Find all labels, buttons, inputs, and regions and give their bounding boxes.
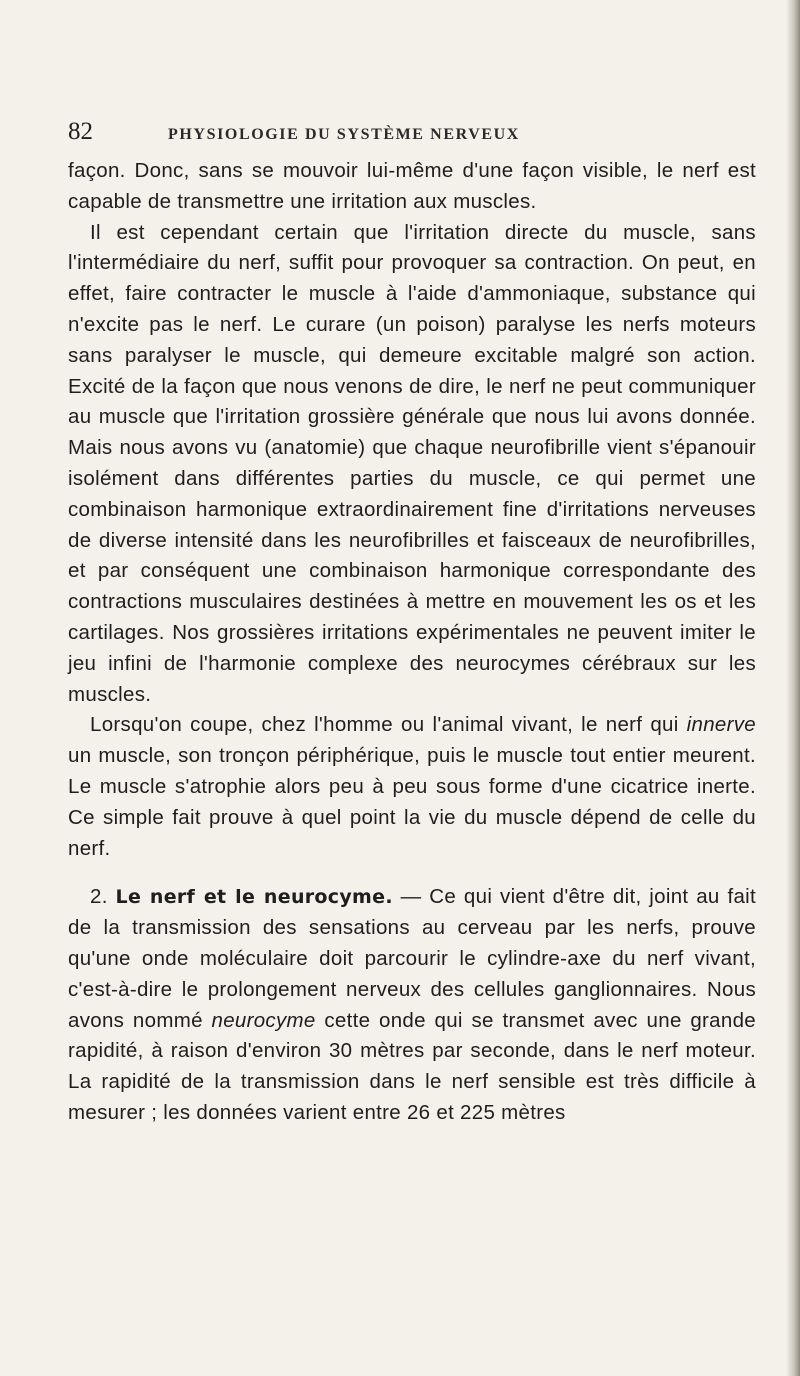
book-page: [68, 118, 756, 1129]
page-header: [68, 118, 756, 150]
section-text-end: cette onde qui se transmet avec une grande rapidité, à raison d'environ 30 mètres par seconde, dans le nerf moteur. La rapidité de la transmission dans le nerf sensible est très difficile à mesurer ; les données varient entre 26 et 225 mètres: [68, 1008, 756, 1124]
page-edge-shadow: [786, 0, 800, 1376]
running-head: PHYSIOLOGIE DU SYSTÈME NERVEUX: [168, 126, 520, 143]
body-text: [68, 156, 756, 1129]
paragraph-continuation: façon. Donc, sans se mouvoir lui-même d'une façon visible, le nerf est capable de transmettre une irritation aux muscles.: [68, 159, 756, 213]
term-innerve: innerve: [686, 713, 756, 737]
section-title: Le nerf et le neurocyme.: [115, 886, 393, 909]
paragraph-nerve-cut: [68, 710, 756, 864]
paragraph-nerve-cut-end: un muscle, son tronçon périphérique, puis le muscle tout entier meurent. Le muscle s'atrophie alors peu à peu sous forme d'une cicatrice inerte. Ce simple fait prouve à quel point la vie du muscle dépend de celle du nerf.: [68, 744, 756, 860]
paragraph-nerve-cut-start: Lorsqu'on coupe, chez l'homme ou l'animal vivant, le nerf qui: [90, 713, 687, 737]
paragraph-curare: Il est cependant certain que l'irritation directe du muscle, sans l'intermédiaire du nerf, suffit pour provoquer sa contraction. On peut, en effet, faire contracter le muscle à l'aide d'ammoniaque, substance qui n'excite pas le nerf. Le curare (un poison) paralyse les nerfs moteurs sans paralyser le muscle, qui demeure excitable malgré son action. Excité de la façon que nous venons de dire, le nerf ne peut communiquer au muscle que l'irritation grossière générale que nous lui avons donnée. Mais nous avons vu (anatomie) que chaque neurofibrille vient s'épanouir isolément dans différentes parties du muscle, ce qui permet une combinaison harmonique extraordinairement fine d'irritations nerveuses de diverse intensité dans les neurofibrilles et faisceaux de neurofibrilles, et par conséquent une combinaison harmonique correspondante des contractions musculaires destinées à mettre en mouvement les os et les cartilages. Nos grossières irritations expérimentales ne peuvent imiter le jeu infini de l'harmonie complexe des neurocymes cérébraux sur les muscles.: [68, 220, 756, 706]
section-neurocyme: [68, 882, 756, 1128]
section-number: 2.: [90, 885, 108, 909]
section-text-start: — Ce qui vient d'être dit, joint au fait de la transmission des sensations au cerveau par les nerfs, prouve qu'une onde moléculaire doit parcourir le cylindre-axe du nerf vivant, c'est-à-dire le prolongement nerveux des cellules ganglionnaires. Nous avons nommé: [68, 885, 756, 1032]
page-number: 82: [68, 118, 93, 145]
term-neurocyme: neurocyme: [211, 1008, 316, 1032]
